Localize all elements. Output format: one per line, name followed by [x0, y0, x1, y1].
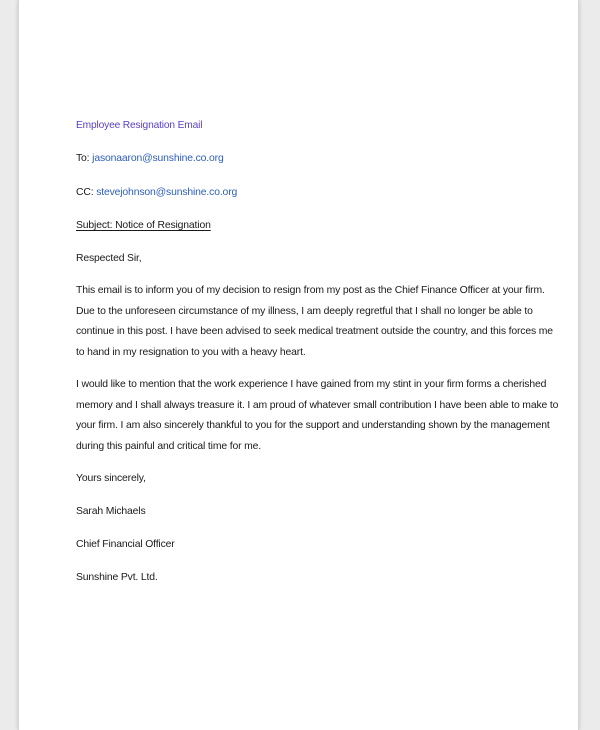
paragraph-line: Due to the unforeseen circumstance of my illness, I am deeply regretful that I shall no longer be able to — [76, 305, 533, 317]
paragraph-line: I would like to mention that the work experience I have gained from my stint in your firm forms a cherished — [76, 379, 547, 390]
document-page — [18, 0, 579, 730]
company-name: Sunshine Pvt. Ltd. — [76, 572, 158, 583]
sender-title: Chief Financial Officer — [76, 539, 175, 550]
to-line — [76, 149, 546, 170]
to-email-link[interactable]: jasonaaron@sunshine.co.org — [92, 153, 224, 164]
salutation: Respected Sir, — [76, 252, 142, 264]
paragraph-line: your firm. I am also sincerely thankful to you for the support and understanding shown by the management — [76, 420, 550, 431]
cc-line — [76, 183, 546, 204]
paragraph-line: memory and I shall always treasure it. I am proud of whatever small contribution I have been able to make to — [76, 399, 559, 411]
document-title: Employee Resignation Email — [76, 120, 203, 131]
paragraph-line: to hand in my resignation to you with a heavy heart. — [76, 346, 306, 358]
cc-email-link[interactable]: stevejohnson@sunshine.co.org — [96, 186, 238, 198]
closing: Yours sincerely, — [76, 473, 146, 484]
to-label: To: — [76, 153, 93, 164]
paragraph-1 — [76, 281, 553, 363]
paragraph-2 — [76, 375, 559, 457]
paragraph-line: This email is to inform you of my decision to resign from my post as the Chief Finance Officer at your firm. — [76, 285, 545, 296]
email-letter — [76, 116, 559, 601]
cc-label: CC: — [76, 186, 97, 198]
paragraph-line: continue in this post. I have been advised to seek medical treatment outside the country, and this forces me — [76, 326, 553, 337]
paragraph-line: during this painful and critical time for me. — [76, 440, 261, 452]
sender-name: Sarah Michaels — [76, 506, 146, 517]
subject-line: Subject: Notice of Resignation — [76, 220, 211, 231]
